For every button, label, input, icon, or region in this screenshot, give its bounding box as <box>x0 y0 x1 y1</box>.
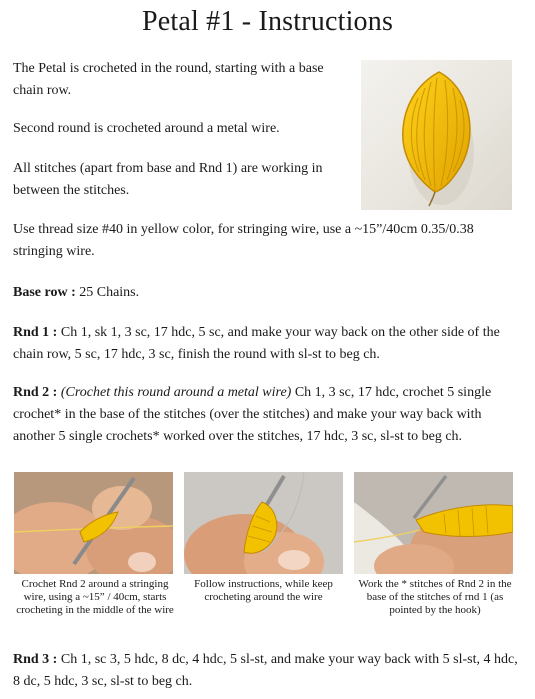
intro-paragraph-3: All stitches (apart from base and Rnd 1) are working in between the stitches. <box>13 161 323 198</box>
petal-photo <box>361 60 512 210</box>
base-row-text: 25 Chains. <box>75 285 140 300</box>
rnd2-text: Ch 1, 3 sc, 17 hdc, crochet 5 single crochet* in the base of the stitches (over the stitches) and make your way back with another 5 single crochets* worked over the stitches, 17 hdc, 3 sc, sl-st to beg ch. <box>13 385 492 444</box>
rnd2-label: Rnd 2 : <box>13 385 58 400</box>
intro-paragraph-2: Second round is crocheted around a metal wire. <box>13 121 280 136</box>
crochet-photo-1 <box>14 472 173 574</box>
crochet-photo-2 <box>184 472 343 574</box>
thread-paragraph: Use thread size #40 in yellow color, for stringing wire, use a ~15”/40cm 0.35/0.38 stringing wire. <box>13 222 474 259</box>
rnd2-paragraph <box>13 382 523 448</box>
rnd1-paragraph <box>13 322 523 366</box>
crochet-photo-3 <box>354 472 513 574</box>
rnd3-paragraph <box>13 649 523 693</box>
base-row-label: Base row : <box>13 285 76 300</box>
rnd3-label: Rnd 3 : <box>13 652 58 667</box>
page-title: Petal #1 - Instructions <box>141 6 394 37</box>
rnd1-text: Ch 1, sk 1, 3 sc, 17 hdc, 5 sc, and make your way back on the other side of the chain row, 5 sc, 17 hdc, 3 sc, finish the round with sl-st to beg ch. <box>13 325 500 362</box>
photo-caption-2: Follow instructions, while keep crocheting around the wire <box>194 578 333 603</box>
base-row-paragraph <box>13 282 523 304</box>
rnd1-label: Rnd 1 : <box>13 325 58 340</box>
photo-caption-1: Crochet Rnd 2 around a stringing wire, using a ~15” / 40cm, starts crocheting in the middle of the wire <box>16 578 174 616</box>
photo-caption-3: Work the * stitches of Rnd 2 in the base of the stitches of rnd 1 (as pointed by the hook) <box>358 578 512 616</box>
intro-paragraph-1: The Petal is crocheted in the round, starting with a base chain row. <box>13 61 324 98</box>
rnd2-note: (Crochet this round around a metal wire) <box>57 385 292 400</box>
rnd3-text: Ch 1, sc 3, 5 hdc, 8 dc, 4 hdc, 5 sl-st, and make your way back with 5 sl-st, 4 hdc, 8 dc, 5 hdc, 3 sc, sl-st to beg ch. <box>13 652 518 689</box>
